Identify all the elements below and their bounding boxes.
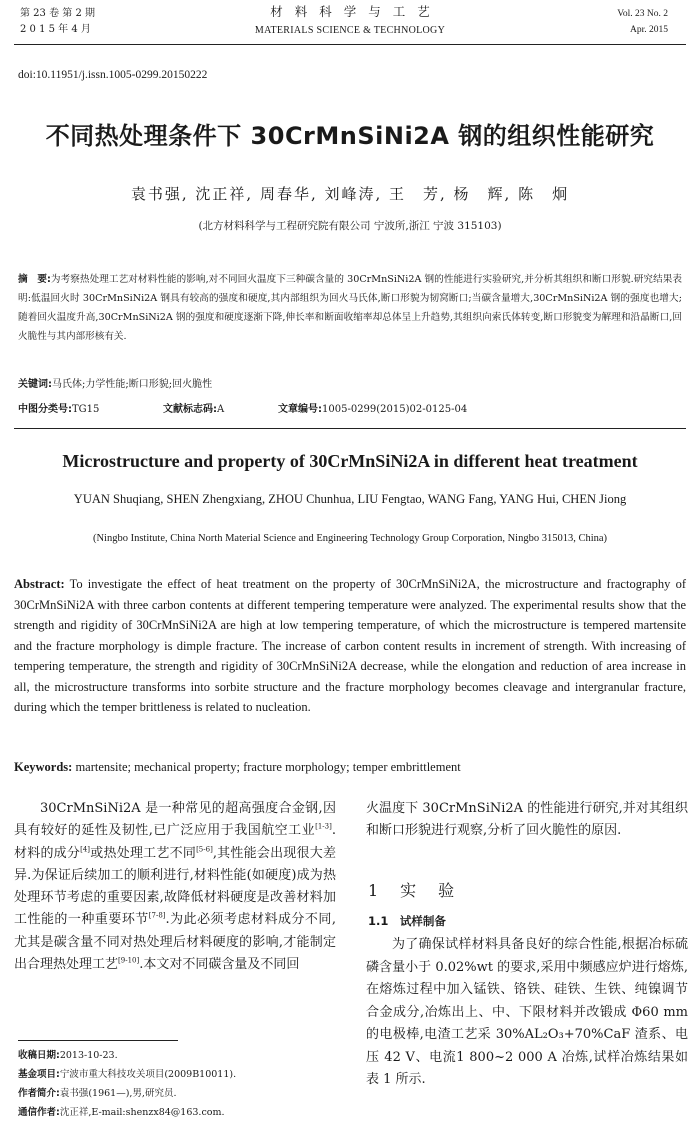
affiliation-en: (Ningbo Institute, China North Material Science and Engineering Technology Group Corporation, Ningbo 315013, China) — [92, 533, 608, 544]
intro-text-5: .为此必须考虑材料成分不同,尤其是碳含量不同对热处理后材料硬度的影响,才能制定出合理热处理工艺 — [14, 912, 336, 973]
citation[interactable]: [4] — [80, 845, 91, 854]
citation[interactable]: [7-8] — [148, 912, 166, 921]
citation[interactable]: [1-3] — [315, 822, 332, 831]
body-column-right-top: 火温度下 30CrMnSiNi2A 的性能进行研究,并对其组织和断口形貌进行观察,分析了回火脆性的原因. — [366, 801, 688, 839]
abstract-en-text: To investigate the effect of heat treatment on the property of 30CrMnSiNi2A, the microstructure and fractography of 30CrMnSiNi2A with three carbon contents at different tempering temperature were analyzed. The experimental results show that the strength and rigidity of 30CrMnSiNi2A are high at low tempering temperature, of which the microstructure is tempered martensite and the fracture morphology is dimple fracture. The increase of carbon content results in increment of strength. With increasing of tempering temperature, the strength and rigidity of 30CrMnSiNi2A decrease, while the elongation and reduction of area increase in all, the microstructure transforms into sorbite structure and the fracture morphology becomes cleavage and intergranular fracture, during which the temper brittleness is related to nucleation. — [14, 577, 686, 714]
citation[interactable]: [5-6] — [196, 845, 213, 854]
volume-issue-cn: 第 23 卷 第 2 期 — [20, 8, 95, 19]
intro-text-1: 30CrMnSiNi2A 是一种常见的超高强度合金钢,因具有较好的延性及韧性,已广泛应用于我国航空工业 — [14, 801, 336, 839]
abstract-cn-label: 摘 要: — [18, 274, 51, 285]
article-number-value: 1005-0299(2015)02-0125-04 — [322, 404, 468, 415]
body-column-left — [14, 798, 336, 976]
citation[interactable]: [9-10] — [118, 956, 140, 965]
intro-text-6: .本文对不同碳含量及不同回 — [139, 957, 300, 973]
doi[interactable]: doi:10.11951/j.issn.1005-0299.20150222 — [18, 69, 208, 81]
affiliation-cn: (北方材料科学与工程研究院有限公司 宁波所,浙江 宁波 315103) — [198, 220, 502, 232]
article-number-label: 文章编号: — [278, 404, 322, 415]
clc-number — [18, 400, 99, 415]
abstract-cn-text: 为考察热处理工艺对材料性能的影响,对不同回火温度下三种碳含量的 30CrMnSiNi2A 钢的性能进行实验研究,并分析其组织和断口形貌.研究结果表明:低温回火时 30CrMnSiNi2A 钢具有较高的强度和硬度,其内部组织为回火马氏体,断口形貌为韧窝断口;当碳含量增大,30CrMnSiNi2A 钢的强度也增大;随着回火温度升高,30CrMnSiNi2A 钢的强度和硬度逐渐下降,伸长率和断面收缩率却总体呈上升趋势,其组织向索氏体转变,断口形貌变为解理和沿晶断口,回火脆性与其内部形核有关. — [18, 274, 682, 342]
date-cn: 2 0 1 5 年 4 月 — [20, 24, 91, 35]
authors-en: YUAN Shuqiang, SHEN Zhengxiang, ZHOU Chunhua, LIU Fengtao, WANG Fang, YANG Hui, CHEN Jiong — [73, 492, 627, 506]
abstract-en — [14, 574, 686, 718]
title-en: Microstructure and property of 30CrMnSiNi2A in different heat treatment — [62, 451, 638, 471]
section-heading-1: 1 实 验 — [368, 881, 458, 900]
keywords-en-text: martensite; mechanical property; fracture morphology; temper embrittlement — [75, 760, 461, 774]
date-en: Apr. 2015 — [630, 25, 668, 35]
abstract-en-label: Abstract: — [14, 577, 65, 591]
header-rule — [14, 44, 686, 45]
doc-code-label: 文献标志码: — [163, 404, 217, 415]
intro-text-3: 或热处理工艺不同 — [90, 845, 197, 861]
intro-text-2: .材料的成分 — [14, 823, 336, 861]
footnote-fund: 基金项目:宁波市重大科技攻关项目(2009B10011). — [18, 1069, 237, 1080]
abstract-cn — [18, 270, 682, 346]
running-header-left — [20, 6, 95, 38]
footnote-corresponding: 通信作者:沈正祥,E-mail:shenzx84@163.com. — [18, 1107, 225, 1118]
section-rule — [14, 428, 686, 429]
title-cn: 不同热处理条件下 30CrMnSiNi2A 钢的组织性能研究 — [45, 122, 655, 150]
section-heading-1-1: 1.1 试样制备 — [368, 914, 446, 928]
document-code — [163, 400, 224, 415]
running-header-center — [200, 4, 500, 36]
footnote-author: 作者简介:袁书强(1961—),男,研究员. — [18, 1088, 177, 1099]
keywords-cn — [18, 375, 212, 390]
clc-label: 中图分类号: — [18, 404, 72, 415]
article-number — [278, 400, 467, 415]
footnote-rule — [18, 1040, 178, 1041]
keywords-cn-text: 马氏体;力学性能;断口形貌;回火脆性 — [52, 379, 213, 390]
keywords-en — [14, 760, 686, 775]
body-column-right-para: 为了确保试样材料具备良好的综合性能,根据冶标硫磷含量小于 0.02%wt 的要求,采用中频感应炉进行熔炼,在熔炼过程中加入锰铁、铬铁、硅铁、生铁、纯镍调节合金成分,冶炼出上、中、下限材料并改锻成 Φ60 mm 的电极棒,电渣工艺采 30%AL₂O₃+70%CaF 渣系、电压 42 V、电流1 800~2 000 A 冶炼,试样冶炼结果如表 1 所示. — [366, 937, 688, 1087]
keywords-en-label: Keywords: — [14, 760, 73, 774]
footnotes — [18, 1046, 236, 1122]
keywords-cn-label: 关键词: — [18, 379, 52, 390]
volume-issue-en: Vol. 23 No. 2 — [617, 9, 668, 19]
clc-value: TG15 — [72, 404, 100, 415]
footnote-received: 收稿日期:2013-10-23. — [18, 1050, 118, 1061]
journal-name-en: MATERIALS SCIENCE & TECHNOLOGY — [254, 25, 446, 36]
journal-name-cn: 材料科学与工艺 — [270, 4, 442, 19]
intro-text-4: ,其性能会出现很大差异.为保证后续加工的顺利进行,材料性能(如硬度)成为热处理环节考虑的重要因素,故降低材料硬度是改善材料加工性能的一种重要环节 — [14, 845, 336, 928]
corresponding-email[interactable]: 沈正祥,E-mail:shenzx84@163.com. — [59, 1107, 225, 1118]
doc-code-value: A — [217, 404, 225, 415]
authors-cn: 袁书强, 沈正祥, 周春华, 刘峰涛, 王 芳, 杨 辉, 陈 炯 — [130, 185, 570, 203]
running-header-right — [617, 6, 668, 38]
